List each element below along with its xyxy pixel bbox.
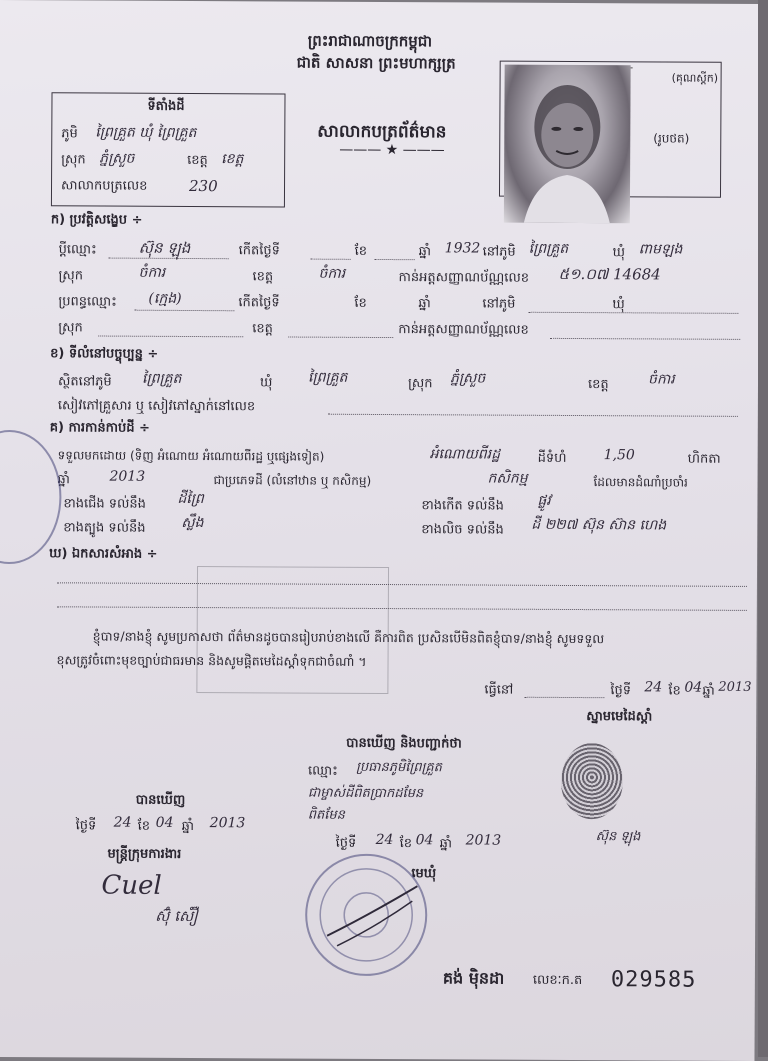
background-edge (758, 0, 768, 1057)
portrait-photo (504, 65, 631, 224)
verify-name-value: ប្រធានភូមិព្រៃគ្រួត (355, 759, 442, 776)
verify-day-label: ថ្ងៃទី (335, 835, 357, 851)
wife-district-label: ស្រុក (58, 320, 83, 336)
obtained-by-label: ទទួលមកដោយ (ទិញ អំណោយ អំណោយពីរដ្ឋ ឬផ្សេងទៀត) (57, 448, 325, 464)
wife-month-label: ខែ (354, 295, 367, 311)
official-label: មន្ត្រីក្រុមការងារ (107, 846, 182, 862)
birth-village-label: នៅភូមិ (482, 244, 516, 260)
verify-month-value: 04 (415, 832, 434, 849)
obtained-by-value: អំណោយពីរដ្ឋ (429, 446, 501, 463)
south-label: ខាងត្បូង ទល់នឹង (63, 520, 146, 536)
husband-name-label: ប្តីឈ្មោះ (58, 242, 97, 258)
wife-village-line (528, 312, 738, 314)
residence-province-label: ខេត្ត (587, 377, 609, 393)
wife-name-label: ប្រពន្ធឈ្មោះ (58, 294, 117, 310)
box-commune-value: ព្រៃគ្រួត ឃុំ ព្រៃគ្រួត (95, 124, 197, 142)
husband-id-label: កាន់អត្តសញ្ញាណប័ណ្ណលេខ (398, 270, 530, 286)
land-location-heading: ទីតាំងដី (147, 98, 185, 114)
wife-commune-label: ឃុំ (612, 297, 625, 313)
wife-province-label: ខេត្ត (252, 321, 273, 337)
box-province-value: ខេត្ត (221, 151, 244, 168)
wife-district-line (98, 336, 243, 338)
verify-name-label: ឈ្មោះ (307, 763, 338, 779)
verify-month-label: ខែ (399, 836, 413, 852)
residence-commune-value: ព្រៃគ្រួត (307, 369, 348, 386)
seen-year-label: ឆ្នាំ (181, 818, 195, 835)
section-d-heading: ឃ) ឯកសារសំអាង ÷ (49, 546, 158, 562)
box-number-label: សាលាកបត្រលេខ (60, 178, 148, 194)
box-district-value: ភ្នំស្រួច (99, 150, 135, 167)
decl-month-label: ខែ (668, 683, 681, 699)
wife-province-line (288, 337, 393, 339)
residence-village-value: ព្រៃគ្រួត (141, 370, 182, 387)
section-b-heading: ខ) ទីលំនៅបច្ចុប្បន្ន ÷ (50, 346, 159, 362)
occupy-year-value: 2013 (109, 468, 146, 485)
occupy-year-label: ឆ្នាំ (57, 472, 70, 488)
decl-day-label: ថ្ងៃទី (610, 683, 632, 699)
thumbprint-label: ស្នាមមេដៃស្តាំ (586, 709, 653, 725)
commune-chief-label: មេឃុំ (411, 866, 437, 882)
box-number-value: 230 (188, 176, 218, 196)
declaration-line-1: ខ្ញុំបាទ/នាងខ្ញុំ សូមប្រកាសថា ព័ត៌មានដូចបានរៀបរាប់ខាងលើ គឺការពិត ប្រសិនបើមិនពិតខ្ញុំបាទ/នាងខ្ញុំ សូមទទួល (92, 628, 605, 647)
wife-year-label: ឆ្នាំ (418, 296, 431, 312)
verify-year-value: 2013 (465, 832, 502, 849)
birth-commune-value: ពាមឡង (638, 241, 683, 258)
kingdom-line: ព្រះរាជាណាចក្រកម្ពុជា (307, 31, 433, 51)
husband-name-value: ស៊ុន ឡុង (138, 238, 191, 257)
form-title: សាលាកបត្រព័ត៌មាន (317, 121, 447, 143)
box-commune-label: ភូមិ (61, 126, 78, 142)
husband-province-label: ខេត្ត (252, 269, 274, 285)
west-label: ខាងលិច ទល់នឹង (421, 522, 504, 538)
header-right-note: (គុណស្តីក) (671, 71, 719, 85)
birth-commune-label: ឃុំ (612, 245, 626, 261)
month-label: ខែ (354, 243, 368, 259)
residence-commune-label: ឃុំ (259, 375, 273, 391)
residence-village-label: ស្ថិតនៅភូមិ (57, 374, 112, 390)
husband-name-line (109, 258, 229, 260)
area-label: ដីទំហំ (537, 450, 567, 466)
made-at-label: ធ្វើនៅ (484, 682, 514, 698)
verify-day-value: 24 (375, 831, 394, 849)
title-ornament: ——— ★ ——— (339, 141, 445, 159)
left-edge-seal (0, 430, 62, 565)
south-value: ស្លឹង (181, 514, 204, 532)
section-c-heading: គ) ការកាន់កាប់ដី ÷ (49, 420, 150, 436)
north-label: ខាងជើង ទល់នឹង (63, 496, 146, 512)
seen-day-value: 24 (113, 814, 132, 831)
north-value: ដីព្រៃ (177, 490, 204, 508)
land-type-value: កសិកម្ម (487, 470, 528, 487)
family-book-line (328, 414, 738, 417)
documents-line-1 (57, 582, 747, 587)
area-unit: ហិកតា (687, 451, 721, 467)
residence-district-label: ស្រុក (407, 376, 433, 392)
box-district-label: ស្រុក (61, 152, 86, 168)
area-value: 1,50 (603, 447, 635, 464)
seen-day-label: ថ្ងៃទី (75, 818, 97, 834)
seen-month-value: 04 (155, 814, 174, 831)
made-at-line (524, 697, 604, 698)
serial-number: 029585 (610, 967, 697, 993)
husband-id-value: ៥១.០៧ 14684 (558, 264, 661, 284)
husband-province-value: ចំការ (318, 265, 346, 282)
documents-line-2 (57, 606, 747, 611)
west-value: ដី ២២៧ ស៊ុន ស៊ាន ហេង (531, 516, 667, 534)
official-name: ស៊ុំ សំឿ (155, 906, 198, 926)
seen-year-value: 2013 (209, 815, 246, 832)
decl-month-value: 04 (684, 679, 703, 696)
thumbprint-mark (561, 743, 623, 819)
verify-line-2: ជាម្ចាស់ដីពិតប្រាកដមែន (307, 785, 424, 802)
husband-district-value: ចំការ (138, 264, 166, 281)
decl-day-value: 24 (644, 679, 663, 696)
serial-label: លេខៈក.ត (532, 972, 583, 989)
wife-born-label: កើតថ្ងៃទី (238, 295, 280, 311)
wife-village-label: នៅភូមិ (482, 296, 516, 312)
residence-province-value: ចំការ (647, 371, 675, 388)
birth-village-value: ព្រៃគ្រួត (528, 240, 569, 257)
residence-district-value: ភ្នំស្រួច (449, 370, 486, 387)
box-province-label: ខេត្ត (187, 152, 208, 169)
section-a-heading: ក) ប្រវត្តិសង្ខេប ÷ (50, 212, 143, 228)
wife-name-value: (ក្មេង) (148, 290, 182, 307)
official-signature: Cuel (101, 870, 162, 901)
verify-heading: បានឃើញ និងបញ្ជាក់ថា (346, 735, 462, 752)
photo-label: (រូបថត) (653, 131, 690, 146)
declaration-line-2: ខុសត្រូវចំពោះមុខច្បាប់ជាធរមាន និងសូមផ្តិតមេដៃស្តាំទុកជាចំណាំ ។ (56, 652, 367, 669)
verify-line-3: ពិតមែន (307, 807, 345, 823)
born-label: កើតថ្ងៃទី (238, 243, 280, 259)
seen-heading: បានឃើញ (135, 792, 186, 808)
wife-id-line (550, 338, 740, 340)
seen-month-label: ខែ (137, 818, 151, 834)
east-value: ផ្លូវ (537, 492, 551, 509)
born-month-line (375, 259, 415, 260)
verify-year-label: ឆ្នាំ (439, 836, 453, 852)
wife-id-label: កាន់អត្តសញ្ញាណប័ណ្ណលេខ (398, 322, 529, 338)
motto-line: ជាតិ សាសនា ព្រះមហាក្សត្រ (296, 53, 456, 73)
decl-year-label: ឆ្នាំ (702, 683, 715, 699)
cadastre-name: គង់ ម៉ិនដា (442, 968, 505, 988)
decl-year-value: 2013 (718, 679, 752, 695)
east-label: ខាងកើត ទល់នឹង (421, 498, 504, 514)
wife-name-line (134, 310, 234, 312)
born-day-line (311, 259, 351, 260)
birth-year-value: 1932 (444, 240, 481, 257)
year-label: ឆ្នាំ (418, 244, 432, 260)
commune-seal (305, 854, 428, 977)
husband-district-label: ស្រុក (58, 268, 84, 284)
land-type-label: ជាប្រភេទដី (លំនៅឋាន ឬ កសិកម្ម) (213, 473, 372, 488)
crops-label: ដែលមានដំណាំប្រចាំរ (593, 475, 688, 490)
thumbprint-name: ស៊ុន ឡុង (595, 829, 641, 845)
family-book-label: សៀវភៅគ្រួសារ ឬ សៀវភៅស្នាក់នៅលេខ (57, 398, 256, 415)
